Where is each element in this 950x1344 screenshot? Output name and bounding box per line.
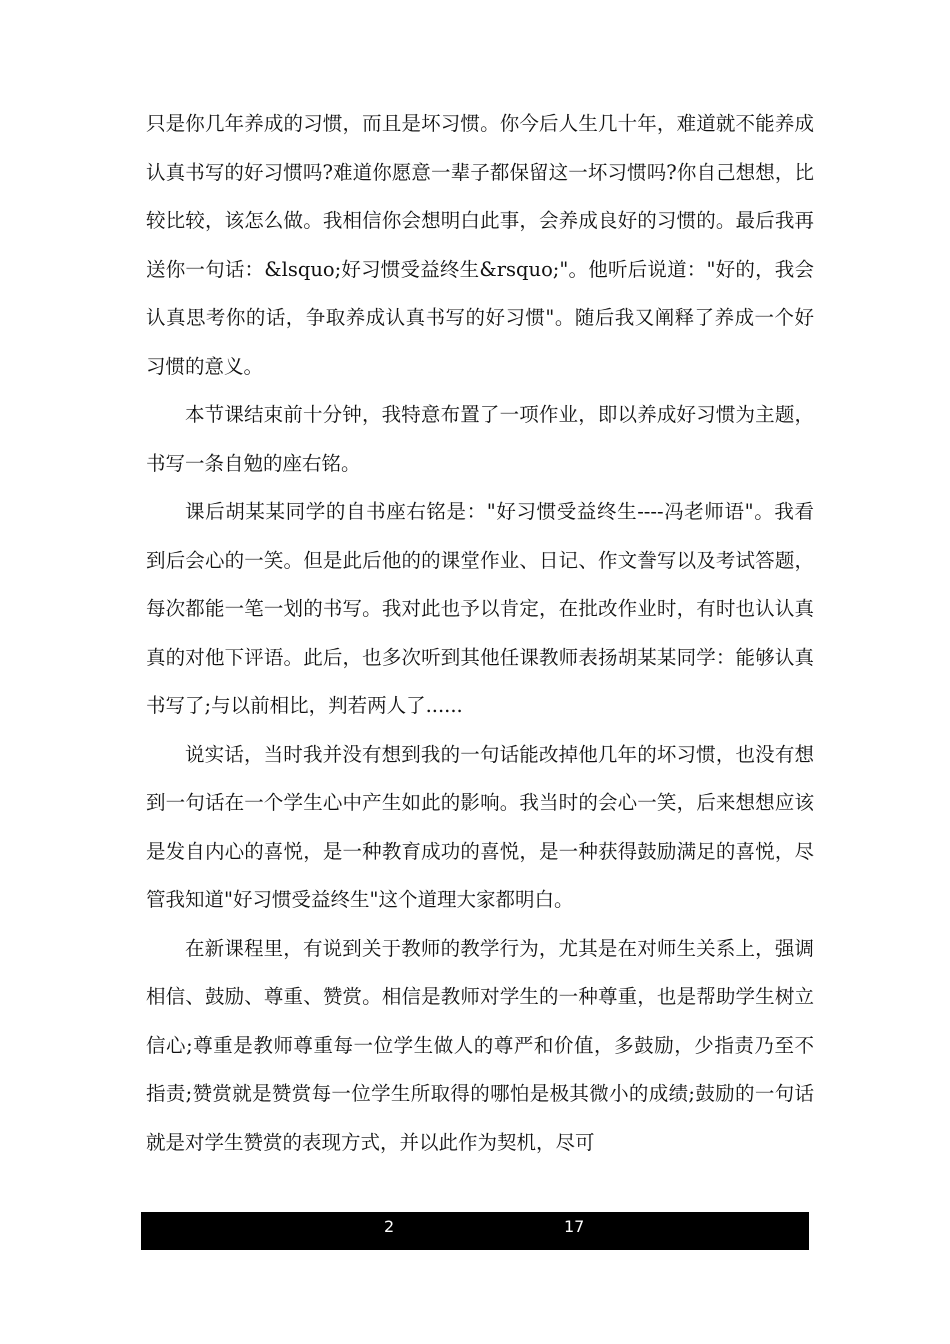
paragraph: 本节课结束前十分钟，我特意布置了一项作业，即以养成好习惯为主题，书写一条自勉的座右铭。 xyxy=(146,403,814,475)
paragraph: 说实话，当时我并没有想到我的一句话能改掉他几年的坏习惯，也没有想到一句话在一个学生心中产生如此的影响。我当时的会心一笑，后来想想应该是发自内心的喜悦，是一种教育成功的喜悦，是一种获得鼓励满足的喜悦，尽管我知道"好习惯受益终生"这个道理大家都明白。 xyxy=(146,742,814,911)
page-footer xyxy=(141,1212,809,1250)
document-body xyxy=(146,100,814,1167)
page-number: 2 xyxy=(384,1217,395,1236)
paragraph: 在新课程里，有说到关于教师的教学行为，尤其是在对师生关系上，强调相信、鼓励、尊重、赞赏。相信是教师对学生的一种尊重，也是帮助学生树立信心;尊重是教师尊重每一位学生做人的尊严和价值，多鼓励，少指责乃至不指责;赞赏就是赞赏每一位学生所取得的哪怕是极其微小的成绩;鼓励的一句话就是对学生赞赏的表现方式，并以此作为契机，尽可 xyxy=(146,936,814,1154)
paragraph: 只是你几年养成的习惯，而且是坏习惯。你今后人生几十年，难道就不能养成认真书写的好习惯吗?难道你愿意一辈子都保留这一坏习惯吗?你自己想想，比较比较，该怎么做。我相信你会想明白此事，会养成良好的习惯的。最后我再送你一句话：&lsquo;好习惯受益终生&rsquo;"。他听后说道："好的，我会认真思考你的话，争取养成认真书写的好习惯"。随后我又阐释了养成一个好习惯的意义。 xyxy=(146,112,814,378)
total-pages: 17 xyxy=(564,1217,585,1236)
paragraph: 课后胡某某同学的自书座右铭是："好习惯受益终生----冯老师语"。我看到后会心的一笑。但是此后他的的课堂作业、日记、作文誊写以及考试答题，每次都能一笔一划的书写。我对此也予以肯定，在批改作业时，有时也认认真真的对他下评语。此后，也多次听到其他任课教师表扬胡某某同学：能够认真书写了;与以前相比，判若两人了...... xyxy=(146,500,814,717)
